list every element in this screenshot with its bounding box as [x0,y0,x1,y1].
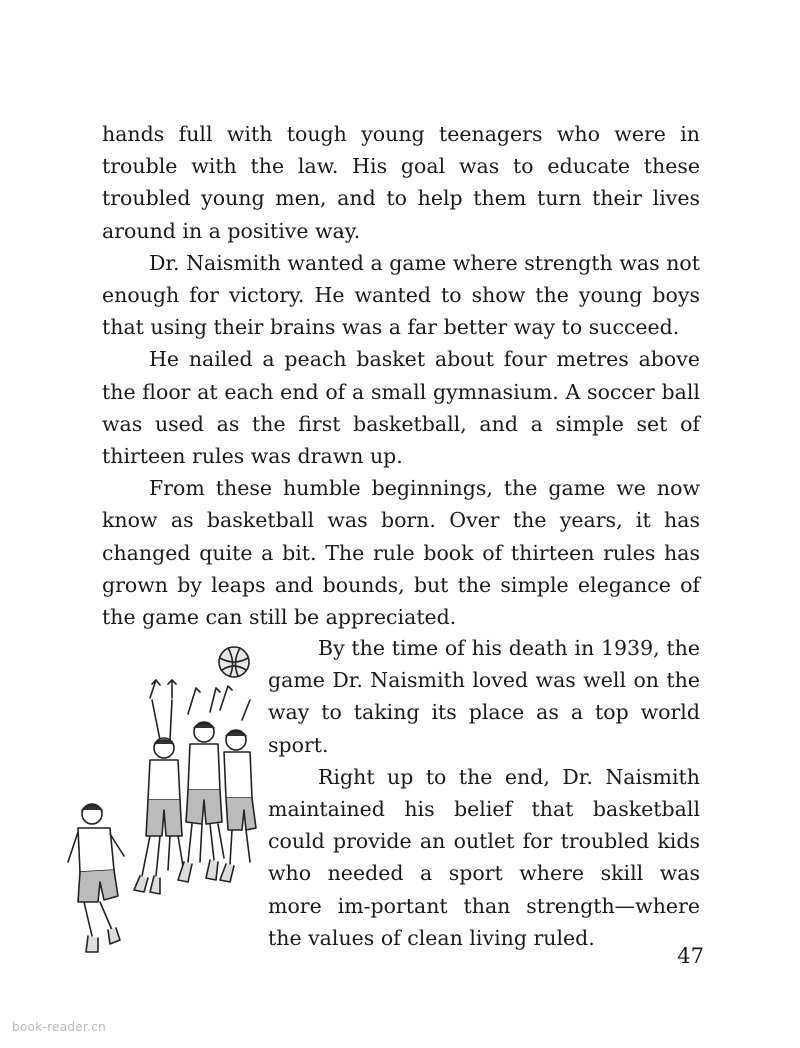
main-text [102,118,700,633]
player-right-icon [220,686,256,882]
basketball-players-illustration [60,640,265,960]
page-number: 47 [677,944,704,968]
watermark: book-reader.cn [12,1020,107,1034]
player-crouching-icon [68,804,124,952]
player-left-icon [134,680,184,894]
wrapped-text [268,632,700,954]
basketball-players-icon [60,640,265,960]
basketball-icon [219,647,249,677]
paragraph-4: From these humble beginnings, the game we now know as basketball was born. Over the years, it has changed quite a bit. The rule book of thirteen rules has grown by leaps and bounds, but the simple elegance of the game can still be appreciated. [102,476,700,630]
paragraph-5: By the time of his death in 1939, the game Dr. Naismith loved was well on the way to taking its place as a top world sport. [268,636,700,757]
paragraph-3: He nailed a peach basket about four metres above the floor at each end of a small gymnasium. A soccer ball was used as the first basketball, and a simple set of thirteen rules was drawn up. [102,347,700,469]
player-middle-icon [178,688,224,882]
paragraph-2: Dr. Naismith wanted a game where strength was not enough for victory. He wanted to show the young boys that using their brains was a far better way to succeed. [102,250,700,340]
paragraph-1: hands full with tough young teenagers who were in trouble with the law. His goal was to educate these troubled young men, and to help them turn their lives around in a positive way. [102,122,700,243]
paragraph-6: Right up to the end, Dr. Naismith maintained his belief that basketball could provide an outlet for troubled kids who needed a sport where skill was more im-portant than strength—where the values of clean living ruled. [268,764,700,950]
